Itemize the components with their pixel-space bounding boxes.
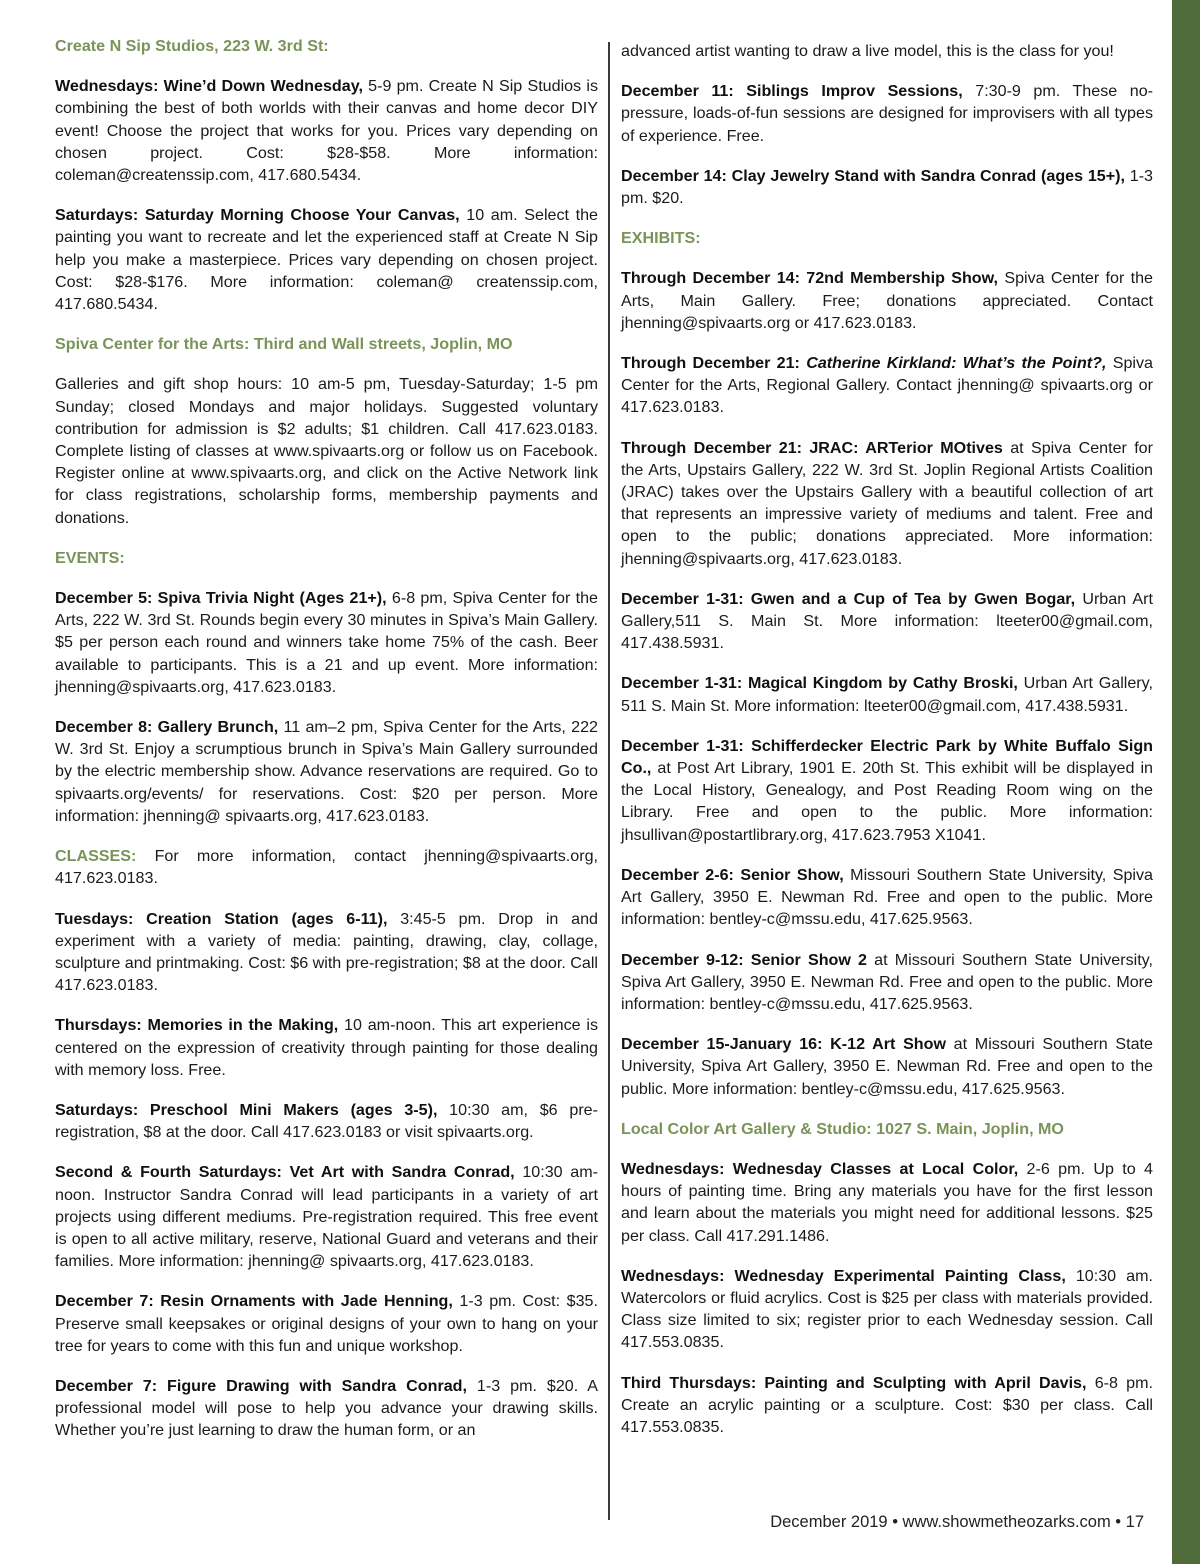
section-heading-exhibits: EXHIBITS: xyxy=(621,229,701,248)
listing-jrac-arterior-motives: Through December 21: JRAC: ARTerior MOtives at Spiva Center for the Arts, Upstairs Gallery, 222 W. 3rd St. Joplin Regional Artists Coalition (JRAC) takes over the Upstairs Gallery with a beautiful collection of art that represents an impressive variety of mediums and talent. Free and open to the public; donations appreciated. More information: jhenning@spivaarts.org, 417.623.0183. xyxy=(621,438,1153,568)
listing-clay-jewelry-stand: December 14: Clay Jewelry Stand with Sandra Conrad (ages 15+), 1-3 pm. $20. xyxy=(621,166,1154,208)
listing-schifferdecker-electric-park: December 1-31: Schifferdecker Electric Park by White Buffalo Sign Co., at Post Art Library, 1901 E. 20th St. This exhibit will be displayed in the Local History, Genealogy, and Post Reading Room wing on the Library. Free and open to the public. More information: jhsullivan@postartlibrary.org, 417.623.7953 X1041. xyxy=(621,736,1153,844)
side-accent-bar xyxy=(1172,0,1200,1564)
listing-memories-in-the-making: Thursdays: Memories in the Making, 10 am-noon. This art experience is centered on the expression of creativity through painting for those dealing with memory loss. Free. xyxy=(55,1016,599,1079)
listing-gwen-and-a-cup-of-tea: December 1-31: Gwen and a Cup of Tea by Gwen Bogar, Urban Art Gallery,511 S. Main St. More information: lteeter00@gmail.com, 417.438.5931. xyxy=(621,589,1154,653)
right-column xyxy=(621,40,1153,1456)
section-heading-events: EVENTS: xyxy=(55,548,125,567)
listing-senior-show-2: December 9-12: Senior Show 2 at Missouri Southern State University, Spiva Art Gallery, 3950 E. Newman Rd. Free and open to the public. More information: bentley-c@mssu.edu, 417.625.9563. xyxy=(621,950,1153,1013)
listing-resin-ornaments: December 7: Resin Ornaments with Jade Henning, 1-3 pm. Cost: $35. Preserve small keepsakes or original designs of your own to hang on your tree for years to come with this fun and unique workshop. xyxy=(55,1292,598,1355)
listing-creation-station: Tuesdays: Creation Station (ages 6-11), 3:45-5 pm. Drop in and experiment with a variety of media: painting, drawing, clay, collage, sculpture and printmaking. Cost: $6 with pre-registration; $8 at the door. Call 417.623.0183. xyxy=(55,909,598,995)
spiva-info-paragraph: Galleries and gift shop hours: 10 am-5 pm, Tuesday-Saturday; 1-5 pm Sunday; closed Mondays and major holidays. Suggested voluntary contribution for admission is $2 adults; $1 children. Call 417.623.0183. Complete listing of classes at www.spivaarts.org or follow us on Facebook. Register online at www.spivaarts.org, and click on the Active Network link for class registrations, scholarship forms, membership payments and donations. xyxy=(55,375,598,527)
listing-figure-drawing: December 7: Figure Drawing with Sandra Conrad, 1-3 pm. $20. A professional model will pose to help you advance your drawing skills. Whether you’re just learning to draw the human form, or an xyxy=(55,1376,598,1440)
listing-wednesday-classes: Wednesdays: Wednesday Classes at Local Color, 2-6 pm. Up to 4 hours of painting time. Bring any materials you have for the first lesson and learn about the materials you might need for additional lessons. $25 per class. Call 417.291.1486. xyxy=(621,1159,1153,1245)
listing-painting-and-sculpting: Third Thursdays: Painting and Sculpting with April Davis, 6-8 pm. Create an acrylic painting or a sculpture. Cost: $30 per class. Call 417.553.0835. xyxy=(621,1373,1153,1436)
column-divider xyxy=(608,42,610,1520)
section-heading-local-color: Local Color Art Gallery & Studio: 1027 S. Main, Joplin, MO xyxy=(621,1119,1064,1138)
listing-vet-art: Second & Fourth Saturdays: Vet Art with Sandra Conrad, 10:30 am-noon. Instructor Sandra Conrad will lead participants in a variety of art projects using different mediums. Pre-registration required. This free event is open to all active military, reserve, National Guard and veterans and their families. More information: jhenning@ spivaarts.org, 417.623.0183. xyxy=(55,1163,598,1271)
listing-gallery-brunch: December 8: Gallery Brunch, 11 am–2 pm, Spiva Center for the Arts, 222 W. 3rd St. Enjoy a scrumptious brunch in Spiva’s Main Gallery surrounded by the electric membership show. Advance reservations are required. Go to spivaarts.org/events/ for reservations. Cost: $20 per person. More information: jhenning@ spivaarts.org, 417.623.0183. xyxy=(55,718,598,825)
listing-experimental-painting: Wednesdays: Wednesday Experimental Painting Class, 10:30 am. Watercolors or fluid acrylics. Cost is $25 per class with materials provided. Class size limited to six; register prior to each Wednesday session. Call 417.553.0835. xyxy=(621,1266,1154,1352)
listing-siblings-improv: December 11: Siblings Improv Sessions, 7:30-9 pm. These no-pressure, loads-of-fun sessions are designed for improvisers with all types of experience. Free. xyxy=(621,82,1153,145)
section-heading-spiva: Spiva Center for the Arts: Third and Wall streets, Joplin, MO xyxy=(55,335,513,354)
listing-magical-kingdom: December 1-31: Magical Kingdom by Cathy Broski, Urban Art Gallery, 511 S. Main St. More information: lteeter00@gmail.com, 417.438.5931. xyxy=(621,674,1153,715)
listing-k12-art-show: December 15-January 16: K-12 Art Show at Missouri Southern State University, Spiva Art Gallery, 3950 E. Newman Rd. Free and open to the public. More information: bentley-c@mssu.edu, 417.625.9563. xyxy=(621,1035,1153,1098)
figure-drawing-continued: advanced artist wanting to draw a live model, this is the class for you! xyxy=(621,42,1114,60)
page-footer: December 2019 • www.showmetheozarks.com • 17 xyxy=(770,1513,1144,1531)
listing-choose-your-canvas: Saturdays: Saturday Morning Choose Your Canvas, 10 am. Select the painting you want to recreate and let the experienced staff at Create N Sip help you make a masterpiece. Prices vary depending on chosen project. Cost: $28-$176. More information: coleman@ createnssip.com, 417.680.5434. xyxy=(55,206,599,314)
listing-trivia-night: December 5: Spiva Trivia Night (Ages 21+), 6-8 pm, Spiva Center for the Arts, 222 W. 3rd St. Rounds begin every 30 minutes in Spiva’s Main Gallery. $5 per person each round and winners take home 75% of the cash. Beer available to participants. This is a 21 and up event. More information: jhenning@spivaarts.org, 417.623.0183. xyxy=(55,589,598,696)
section-heading-create-n-sip: Create N Sip Studios, 223 W. 3rd St: xyxy=(55,37,329,55)
listing-membership-show: Through December 14: 72nd Membership Show, Spiva Center for the Arts, Main Gallery. Free; donations appreciated. Contact jhenning@spivaarts.org or 417.623.0183. xyxy=(621,269,1153,332)
listing-senior-show: December 2-6: Senior Show, Missouri Southern State University, Spiva Art Gallery, 3950 E. Newman Rd. Free and open to the public. More information: bentley-c@mssu.edu, 417.625.9563. xyxy=(621,865,1153,929)
classes-intro: CLASSES: For more information, contact jhenning@spivaarts.org, 417.623.0183. xyxy=(55,847,598,888)
left-column xyxy=(55,35,598,1460)
listing-catherine-kirkland: Through December 21: Catherine Kirkland: What’s the Point?, Spiva Center for the Arts, Regional Gallery. Contact jhenning@ spivaarts.org or 417.623.0183. xyxy=(621,354,1153,417)
listing-preschool-mini-makers: Saturdays: Preschool Mini Makers (ages 3-5), 10:30 am, $6 pre-registration, $8 at the door. Call 417.623.0183 or visit spivaarts.org. xyxy=(55,1100,598,1142)
listing-wine-down-wednesday: Wednesdays: Wine’d Down Wednesday, 5-9 pm. Create N Sip Studios is combining the best of both worlds with their canvas and home decor DIY event! Choose the project that works for you. Prices vary depending on chosen project. Cost: $28-$58. More information: coleman@createnssip.com, 417.680.5434. xyxy=(55,77,598,185)
